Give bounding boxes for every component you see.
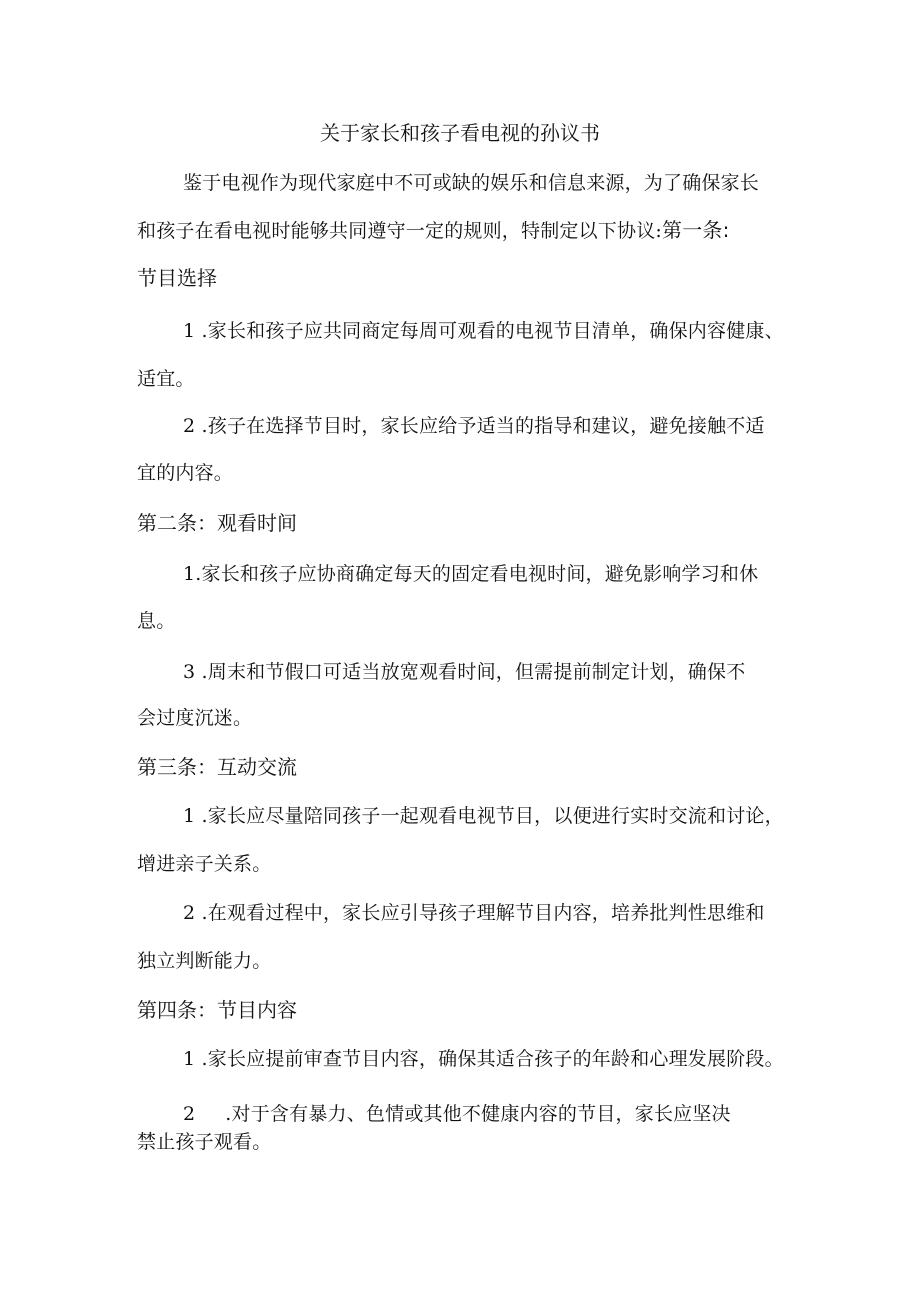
article-2-item-1-line-2: 息。 [137, 610, 176, 632]
item-text: .在观看过程中，家长应引导孩子理解节目内容，培养批判性思维和 [201, 902, 765, 924]
item-text: .家长应提前审查节目内容，确保其适合孩子的年龄和心理发展阶段。 [201, 1048, 784, 1070]
article-4-item-1-line-1 [183, 1044, 784, 1074]
article-2-heading: 第二条：观看时间 [137, 511, 297, 535]
article-4-heading: 第四条：节目内容 [137, 998, 297, 1022]
article-2-item-1-line-1: 1.家长和孩子应协商确定每天的固定看电视时间，避免影响学习和休 [183, 563, 759, 585]
item-number: 3 [183, 661, 196, 683]
article-1-item-1-line-1 [183, 316, 784, 346]
item-text: .家长和孩子应共同商定每周可观看的电视节目清单，确保内容健康、 [201, 320, 784, 342]
article-3-heading: 第三条：互动交流 [137, 755, 297, 779]
article-3-item-1-line-1 [183, 801, 784, 831]
item-text: .周末和节假口可适当放宽观看时间，但需提前制定计划，确保不 [201, 661, 746, 683]
item-number: 1 [183, 805, 196, 827]
intro-line-2-text: 和孩子在看电视时能够共同遵守一定的规则，特制定以下协议: [137, 220, 663, 242]
item-number: 1 [183, 320, 196, 342]
document-title: 关于家长和孩子看电视的孙议书 [320, 121, 600, 145]
item-text: .对于含有暴力、色情或其他不健康内容的节目，家长应坚决 [225, 1103, 731, 1125]
item-number: 2 [183, 1103, 196, 1125]
article-3-item-1-line-2: 增进亲子关系。 [137, 853, 272, 875]
article-1-item-2-line-2: 宜的内容。 [137, 462, 234, 484]
article-1-item-2-line-1 [183, 411, 765, 441]
item-text: .家长应尽量陪同孩子一起观看电视节目，以便进行实时交流和讨论， [201, 805, 784, 827]
article-2-item-2-line-2: 会过度沉迷。 [137, 707, 253, 729]
article-4-item-2-line-1 [183, 1099, 731, 1129]
item-number: 2 [183, 415, 196, 437]
article-3-item-2-line-1 [183, 898, 765, 928]
intro-line-2 [137, 215, 730, 246]
item-text: .孩子在选择节目时，家长应给予适当的指导和建议，避免接触不适 [201, 415, 765, 437]
item-number: 2 [183, 902, 196, 924]
article-1-heading: 节目选择 [137, 266, 217, 290]
intro-line-1: 鉴于电视作为现代家庭中不可或缺的娱乐和信息来源，为了确保家长 [183, 172, 760, 194]
article-1-item-1-line-2: 适宜。 [137, 368, 195, 390]
article-1-heading-start: 第一条: [662, 218, 730, 242]
article-4-item-2-line-2: 禁止孩子观看。 [137, 1131, 272, 1153]
item-number: 1 [183, 1048, 196, 1070]
article-3-item-2-line-2: 独立判断能力。 [137, 950, 272, 972]
article-2-item-2-line-1 [183, 657, 745, 687]
